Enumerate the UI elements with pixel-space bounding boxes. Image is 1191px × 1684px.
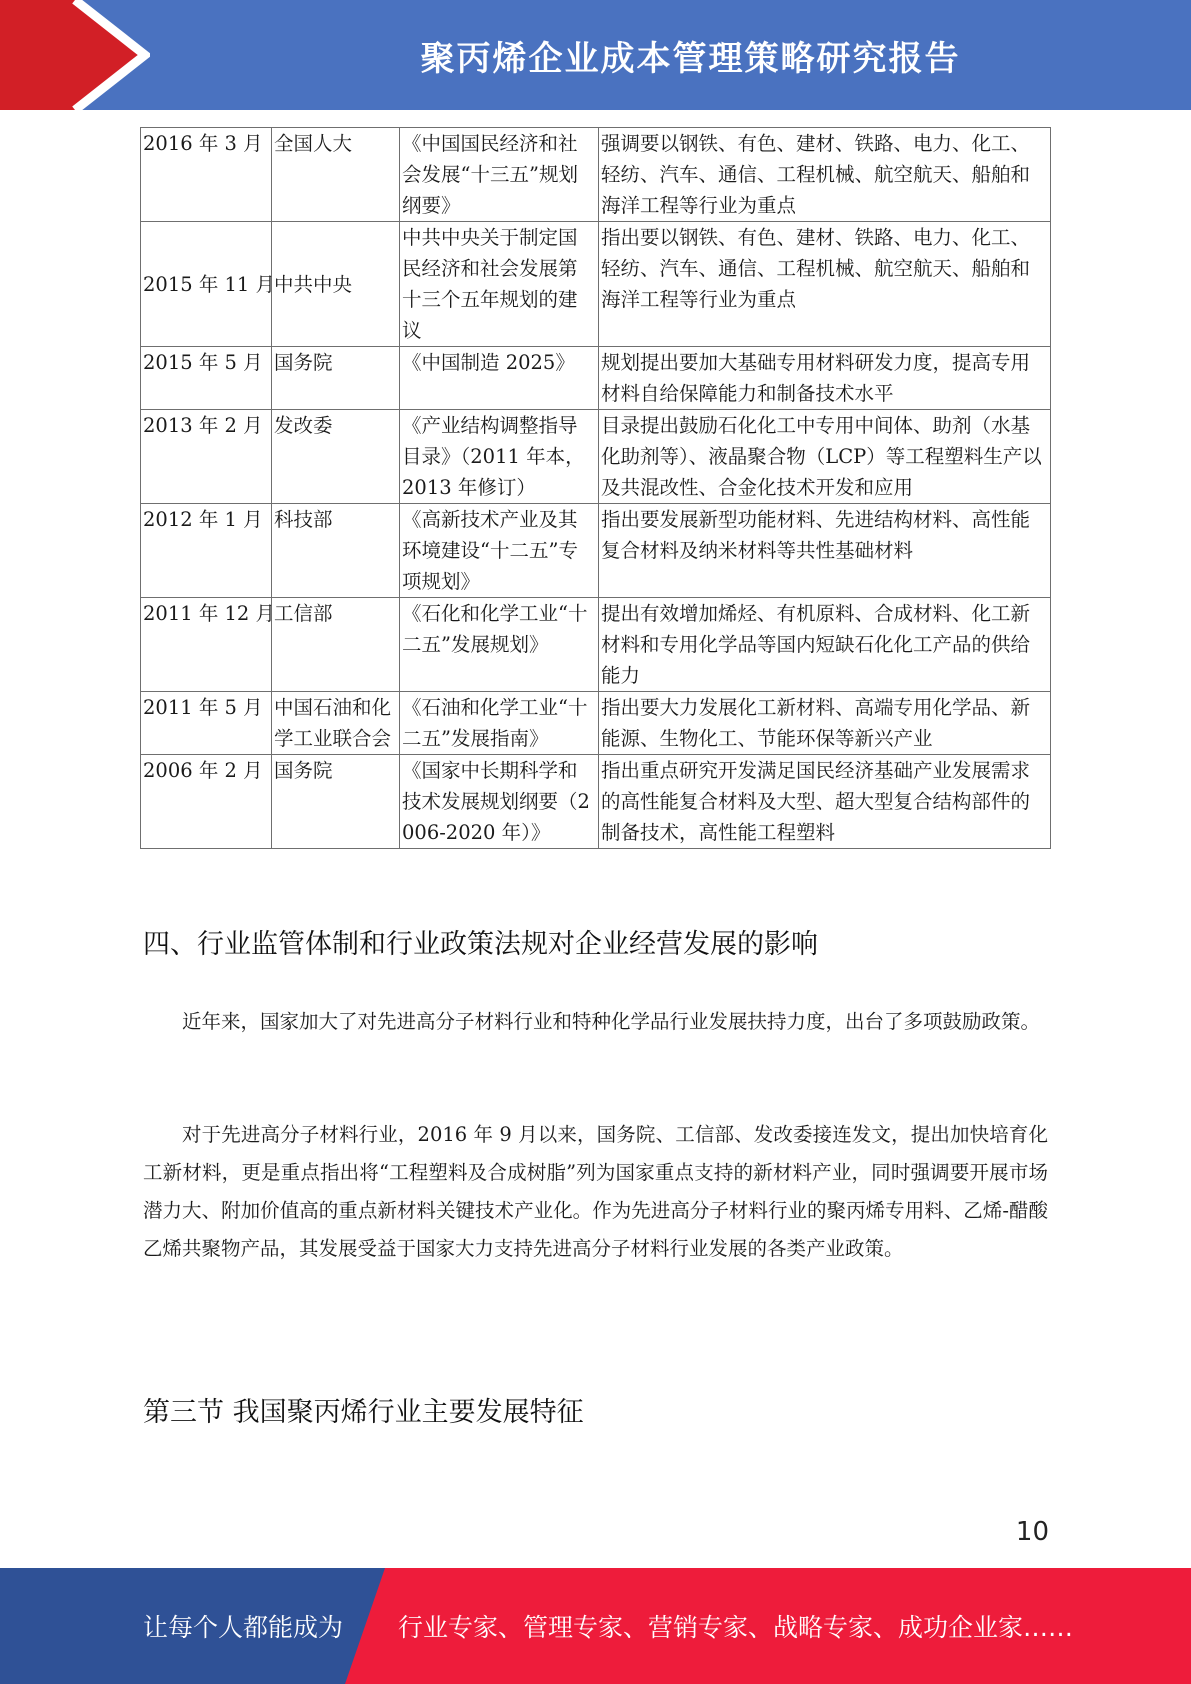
- policy-table: [140, 127, 1051, 849]
- row-document: 《产业结构调整指导目录》（2011 年本，2013 年修订）: [400, 410, 599, 504]
- row-document: 《中国制造 2025》: [400, 347, 599, 410]
- table-row: [141, 410, 1051, 504]
- row-document: 《国家中长期科学和技术发展规划纲要（2006-2020 年）》: [400, 755, 599, 849]
- row-content: 强调要以钢铁、有色、建材、铁路、电力、化工、轻纺、汽车、通信、工程机械、航空航天、船舶和海洋工程等行业为重点: [599, 128, 1051, 222]
- footer-slogan-right: 行业专家、管理专家、营销专家、战略专家、成功企业家……: [398, 1613, 1074, 1642]
- row-content: 指出要大力发展化工新材料、高端专用化学品、新能源、生物化工、节能环保等新兴产业: [599, 692, 1051, 755]
- row-document: 《中国国民经济和社会发展“十三五”规划纲要》: [400, 128, 599, 222]
- row-content: 指出要发展新型功能材料、先进结构材料、高性能复合材料及纳米材料等共性基础材料: [599, 504, 1051, 598]
- row-date: 2011 年 12 月: [141, 598, 272, 692]
- row-org: 国务院: [272, 755, 400, 849]
- chapter-section-title: 第三节 我国聚丙烯行业主要发展特征: [143, 1397, 584, 1428]
- table-row: [141, 504, 1051, 598]
- page-number: 10: [1015, 1517, 1049, 1547]
- table-row: [141, 598, 1051, 692]
- row-date: 2015 年 5 月: [141, 347, 272, 410]
- table-row: [141, 222, 1051, 347]
- row-date: 2016 年 3 月: [141, 128, 272, 222]
- row-org: 中共中央: [272, 222, 400, 347]
- row-content: 指出要以钢铁、有色、建材、铁路、电力、化工、轻纺、汽车、通信、工程机械、航空航天、船舶和海洋工程等行业为重点: [599, 222, 1051, 347]
- row-document: 《石化和化学工业“十二五”发展规划》: [400, 598, 599, 692]
- footer-slogan-left: 让每个人都能成为: [143, 1613, 344, 1642]
- row-document: 《石油和化学工业“十二五”发展指南》: [400, 692, 599, 755]
- table-row: [141, 692, 1051, 755]
- row-content: 目录提出鼓励石化化工中专用中间体、助剂（水基化助剂等）、液晶聚合物（LCP）等工程塑料生产以及共混改性、合金化技术开发和应用: [599, 410, 1051, 504]
- row-date: 2006 年 2 月: [141, 755, 272, 849]
- row-document: 中共中央关于制定国民经济和社会发展第十三个五年规划的建议: [400, 222, 599, 347]
- report-title: 聚丙烯企业成本管理策略研究报告: [420, 38, 961, 79]
- row-date: 2011 年 5 月: [141, 692, 272, 755]
- table-row: [141, 755, 1051, 849]
- header-band: [0, 0, 1191, 110]
- row-content: 提出有效增加烯烃、有机原料、合成材料、化工新材料和专用化学品等国内短缺石化化工产品的供给能力: [599, 598, 1051, 692]
- footer-band: [0, 1568, 1191, 1684]
- row-org: 工信部: [272, 598, 400, 692]
- red-arrow-decoration: [0, 0, 150, 110]
- row-org: 科技部: [272, 504, 400, 598]
- row-document: 《高新技术产业及其环境建设“十二五”专项规划》: [400, 504, 599, 598]
- body-paragraph: 近年来，国家加大了对先进高分子材料行业和特种化学品行业发展扶持力度，出台了多项鼓励政策。: [182, 1010, 1041, 1033]
- row-org: 发改委: [272, 410, 400, 504]
- row-org: 全国人大: [272, 128, 400, 222]
- section-heading: 四、行业监管体制和行业政策法规对企业经营发展的影响: [143, 929, 818, 960]
- row-content: 规划提出要加大基础专用材料研发力度，提高专用材料自给保障能力和制备技术水平: [599, 347, 1051, 410]
- row-date: 2015 年 11 月: [141, 222, 272, 347]
- table-row: [141, 128, 1051, 222]
- row-content: 指出重点研究开发满足国民经济基础产业发展需求的高性能复合材料及大型、超大型复合结构部件的制备技术，高性能工程塑料: [599, 755, 1051, 849]
- row-date: 2013 年 2 月: [141, 410, 272, 504]
- row-date: 2012 年 1 月: [141, 504, 272, 598]
- row-org: 中国石油和化学工业联合会: [272, 692, 400, 755]
- table-row: [141, 347, 1051, 410]
- row-org: 国务院: [272, 347, 400, 410]
- body-paragraph: 对于先进高分子材料行业，2016 年 9 月以来，国务院、工信部、发改委接连发文，提出加快培育化工新材料，更是重点指出将“工程塑料及合成树脂”列为国家重点支持的新材料产业，同时强调要开展市场潜力大、附加价值高的重点新材料关键技术产业化。作为先进高分子材料行业的聚丙烯专用料、乙烯-醋酸乙烯共聚物产品，其发展受益于国家大力支持先进高分子材料行业发展的各类产业政策。: [143, 1123, 1048, 1260]
